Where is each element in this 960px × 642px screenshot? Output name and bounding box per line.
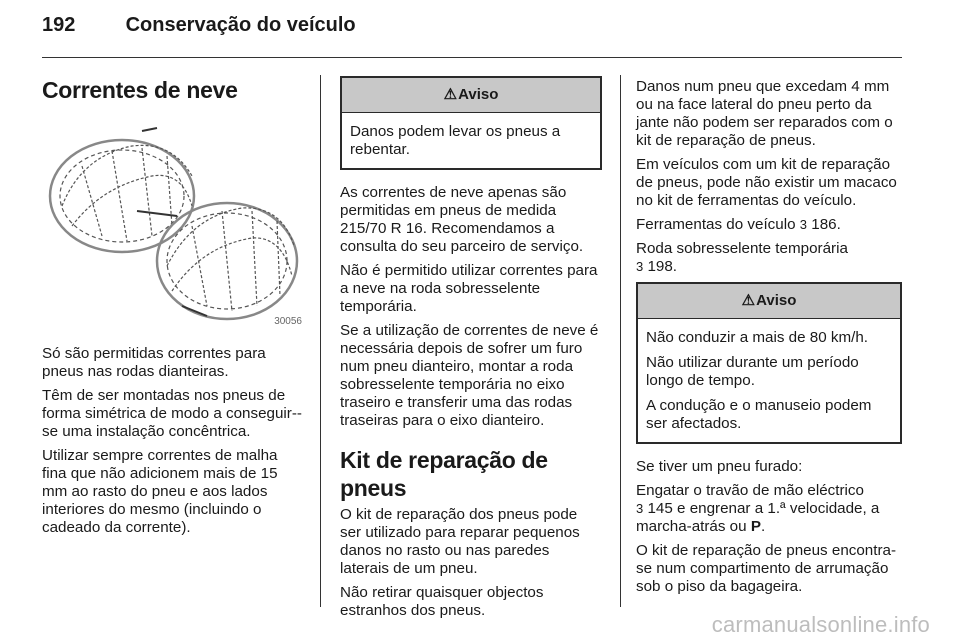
- page-ref-arrow-icon: 3: [636, 259, 644, 274]
- section-heading-tire-repair-kit: Kit de reparação de pneus: [340, 447, 548, 501]
- paragraph: Em veículos com um kit de reparação de pneus, pode não existir um macaco no kit de ferramentas do veículo.: [636, 156, 897, 209]
- warning-title: Aviso: [458, 86, 499, 103]
- warning-line: Não conduzir a mais de 80 km/h.: [646, 329, 869, 346]
- page-ref-arrow-icon: 3: [799, 217, 808, 232]
- paragraph: O kit de reparação de pneus encontra-se num compartimento de arrumação sob o piso da bagageira.: [636, 542, 897, 595]
- warning-header: [638, 284, 900, 319]
- paragraph: Não é permitido utilizar correntes para a neve na roda sobresselente temporária.: [340, 262, 598, 315]
- warning-title: Aviso: [756, 292, 797, 309]
- column-2: [340, 76, 602, 626]
- paragraph-spare-wheel-ref: Roda sobresselente temporária 3 198.: [636, 240, 848, 275]
- paragraph: Se tiver um pneu furado:: [636, 458, 803, 475]
- page-header: [42, 14, 356, 37]
- warning-triangle-icon: ⚠: [741, 292, 756, 309]
- page-number: 192: [42, 14, 76, 36]
- page-reference-link[interactable]: 198.: [647, 258, 678, 275]
- paragraph: Se a utilização de correntes de neve é necessária depois de sofrer um furo num pneu dianteiro, montar a roda sobresselente temporária no eixo traseiro e transferir uma das rodas traseiras para o eixo dianteiro.: [340, 322, 599, 429]
- snow-chains-drawing: [42, 116, 304, 331]
- paragraph: Só são permitidas correntes para pneus nas rodas dianteiras.: [42, 345, 266, 380]
- section-heading-snow-chains: Correntes de neve: [42, 77, 238, 103]
- warning-body: [638, 319, 900, 442]
- watermark-text: carmanualsonline.info: [711, 612, 930, 637]
- snow-chains-illustration: [42, 116, 304, 331]
- page-reference-link[interactable]: 186.: [811, 216, 841, 233]
- column-divider-1: [320, 75, 321, 607]
- warning-triangle-icon: ⚠: [443, 86, 458, 103]
- warning-box: [340, 76, 602, 170]
- warning-text: Danos podem levar os pneus a rebentar.: [350, 123, 561, 158]
- page-ref-arrow-icon: 3: [636, 501, 644, 516]
- paragraph-tools-ref: Ferramentas do veículo 3 186.: [636, 216, 841, 233]
- column-divider-2: [620, 75, 621, 607]
- warning-body: [342, 113, 600, 168]
- warning-header: [342, 78, 600, 113]
- paragraph: As correntes de neve apenas são permitidas em pneus de medida 215/70 R 16. Recomendamos a consulta do seu parceiro de serviço.: [340, 184, 584, 255]
- paragraph: O kit de reparação dos pneus pode ser utilizado para reparar pequenos danos no rasto ou nas paredes laterais de um pneu.: [340, 506, 580, 577]
- paragraph: Utilizar sempre correntes de malha fina que não adicionem mais de 15 mm ao rasto do pneu e aos lados interiores do mesmo (incluindo o cadeado da corrente).: [42, 447, 278, 536]
- page-section-title: Conservação do veículo: [125, 14, 356, 36]
- paragraph-parking-brake: Engatar o travão de mão eléctrico 3 145 e engrenar a 1.ª velocidade, a marcha-atrás ou P.: [636, 482, 880, 535]
- header-rule: [42, 57, 902, 58]
- figure-code: 30056: [274, 316, 302, 327]
- paragraph: Danos num pneu que excedam 4 mm ou na face lateral do pneu perto da jante não podem ser reparados com o kit de reparação de pneus.: [636, 78, 893, 149]
- page-reference-link[interactable]: 145 e engrenar a 1.ª velocidade, a marcha-atrás ou: [636, 500, 880, 535]
- gear-p-label: P: [750, 518, 761, 535]
- warning-line: A condução e o manuseio podem ser afectados.: [646, 397, 872, 432]
- warning-line: Não utilizar durante um período longo de tempo.: [646, 354, 859, 389]
- column-1: [42, 70, 306, 543]
- warning-box: [636, 282, 902, 444]
- paragraph: Não retirar quaisquer objectos estranhos dos pneus.: [340, 584, 544, 619]
- paragraph: Têm de ser montadas nos pneus de forma simétrica de modo a conseguir--se uma instalação concêntrica.: [42, 387, 302, 440]
- column-3: [636, 78, 902, 602]
